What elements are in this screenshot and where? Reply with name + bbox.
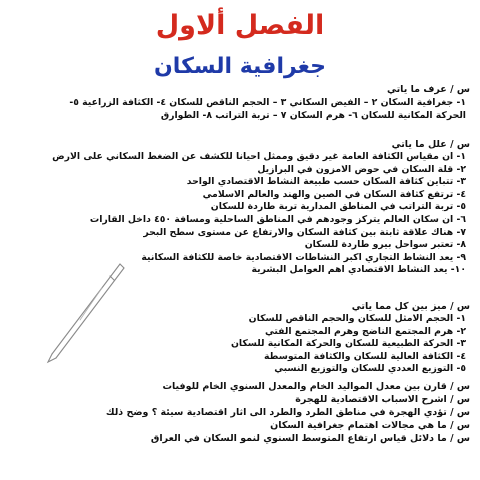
question-heading: س / ميز بين كل مما ياتي [351,301,470,312]
question-line: س / اشرح الاسباب الاقتصادية للهجرة [295,394,470,405]
list-item: ٤- الكثافة العالية للسكان والكثافة المتوسطة [264,350,466,362]
list-item: ١٠- يعد النشاط الاقتصادي اهم العوامل البشرية [251,264,466,276]
list-item: ٤- ترتفع كثافة السكان في الصين والهند والعالم الاسلامي [202,188,466,200]
question-heading: س / عرف ما ياتي [386,84,470,95]
list-item: ٦- ان سكان العالم يتركز وجودهم في المناطق الساحلية ومسافة ٤٥٠ داخل القارات [89,213,466,225]
list-item: ٥- تربة التراتب في المناطق المدارية تربة طاردة للسكان [210,201,466,213]
list-item: ٣- تتباين كثافة السكان حسب طبيعة النشاط الاقتصادي الواحد [186,176,466,188]
chapter-title: الفصل ألاول [155,10,325,41]
question-line: س / قارن بين معدل المواليد الخام والمعدل السنوي الخام للوفيات [162,381,470,392]
list-item: ٧- هناك علاقة ثابتة بين كثافة السكان والارتفاع عن مستوى سطح البحر [143,226,466,238]
list-item: ١- الحجم الامثل للسكان والحجم الناقص للسكان [248,313,466,324]
list-item: ١- ان مقياس الكثافة العامة غير دقيق وممثل احيانا للكشف عن الضغط السكاني على الارض [52,151,466,162]
question-heading: س / علل ما ياتي [391,139,470,150]
section-explain [10,138,470,277]
question-line: س / ما دلائل قياس ارتفاع المتوسط السنوي لنمو السكان في العراق [150,433,470,444]
section-questions [10,380,470,445]
question-line: س / ما هي مجالات اهتمام جغرافية السكان [270,420,470,431]
subject-title: جغرافية السكان [154,54,326,79]
list-item: ٢- هرم المجتمع الناضج وهرم المجتمع الفتي [264,325,466,337]
list-item: الحركة المكانية للسكان ٦- هرم السكان ٧ – تربة التراتب ٨- الطوارق [160,110,466,121]
list-item: ٩- يعد النشاط التجاري اكبر النشاطات الاقتصادية خاصة للكثافة السكانية [141,251,466,263]
list-item: ٢- قلة السكان في حوض الامزون في البرازيل [257,163,466,175]
list-item: ١- جغرافية السكان ٢ – الفيض السكاني ٣ – الحجم الناقص للسكان ٤- الكثافة الزراعية ٥- [69,97,466,108]
pen-drawing-icon [40,258,130,368]
section-define [10,83,470,122]
list-item: ٥- التوزيع العددي للسكان والتوزيع النسبي [274,363,466,375]
list-item: ٣- الحركة الطبيعية للسكان والحركة المكانية للسكان [230,338,466,350]
question-line: س / تؤدي الهجرة في مناطق الطرد والطرد الى اثار اقتصادية سيئة ؟ وضح ذلك [105,407,470,418]
list-item: ٨- تعتبر سواحل بيرو طاردة للسكان [304,239,466,251]
